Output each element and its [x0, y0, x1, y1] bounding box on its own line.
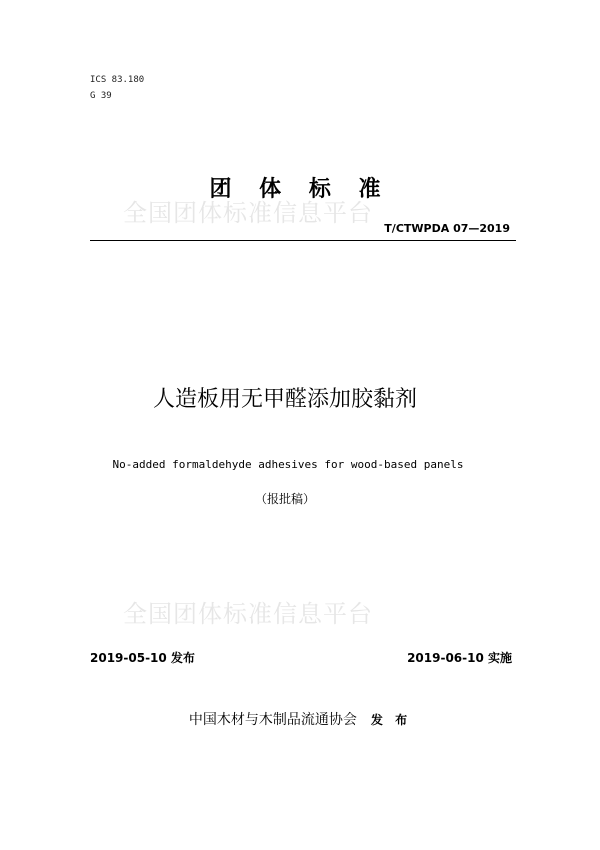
ccs-code: G 39 — [90, 91, 112, 101]
implementation-date: 2019-06-10 实施 — [407, 651, 512, 665]
document-title-english: No-added formaldehyde adhesives for wood-based panels — [112, 458, 464, 471]
standard-number: T/CTWPDA 07—2019 — [384, 222, 510, 235]
issue-date: 2019-05-10 发布 — [90, 651, 195, 665]
ics-code: ICS 83.180 — [90, 75, 145, 85]
classification-codes — [90, 72, 144, 104]
publisher-label: 发 布 — [370, 713, 412, 727]
publisher-line — [0, 709, 600, 729]
header-divider — [90, 240, 516, 241]
standard-type-heading: 团 体 标 准 — [209, 177, 391, 202]
draft-status: （报批稿） — [254, 492, 315, 506]
publisher-name: 中国木材与木制品流通协会 — [188, 712, 357, 728]
document-title-chinese: 人造板用无甲醛添加胶黏剂 — [152, 387, 417, 412]
watermark-top: 全国团体标准信息平台 — [123, 199, 373, 227]
watermark-bottom: 全国团体标准信息平台 — [123, 600, 373, 628]
